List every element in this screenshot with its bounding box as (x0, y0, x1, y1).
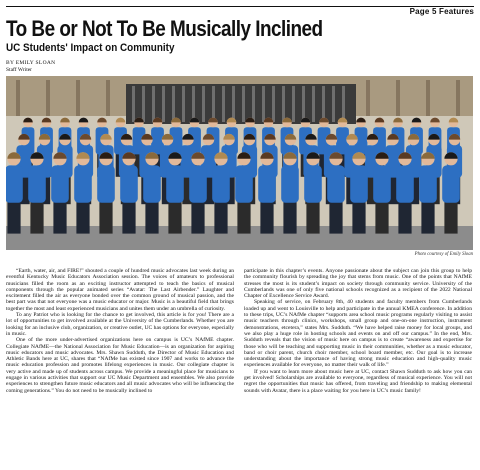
group-photo (6, 76, 473, 250)
photo-caption: Photo courtesy of Emily Sloan (414, 252, 473, 257)
group-photo-illustration (6, 76, 473, 250)
subheadline: UC Students' Impact on Community (6, 42, 175, 54)
byline: BY EMILY SLOAN (6, 60, 56, 66)
page-tag: Page 5 Features (409, 7, 474, 16)
article-paragraph: Speaking of service, on February 8th, 40 students and faculty members from Cumberlands loaded up and went to Louisville to help and participate in the annual KMEA conference. In addition to these trips, UC’s NAfMe chapter “supports area school music programs regularly visiting to assist music teachers through clinics, workshops, small group and one-on-one instruction, instrument demonstrations, etcetera,” states Mrs. Sudduth. “We have helped raise money for local groups, and we also play a huge role in hosting schools and events on and off our campus.” In the end, Mrs. Sudduth reveals that the vision of music here on campus is to create “awareness and expertise for those who will be teaching and supporting music in their communities, whether as a music educator, band or choir parent, church choir member, school board member, etc. Our goal is to increase understanding about the importance of having strong music education and high-quality music experiences available for everyone, no matter their walk of life.” (244, 299, 472, 369)
byline-role: Staff Writer (6, 66, 32, 73)
headline: To Be or Not To Be Musically Inclined (6, 16, 323, 41)
byline-block (6, 60, 55, 73)
article-column-right (244, 268, 472, 468)
article-paragraph: If you want to learn more about music here at UC, contact Shawn Sudduth to ask how you can get involved! Scholarships are available to everyone, regardless of musical experience. You will not regret the opportunities that music has offered, from traveling and friendship to making elemental sounds with Avatar, there is a place waiting for you here in UC’s music family! (244, 368, 472, 394)
article-paragraph: To any Patriot who is looking for the chance to get involved, this article is for you! There are a lot of opportunities to get involved available at the University of the Cumberlands. Whether you are looking for an inclusive club, organization, or creative outlet, UC has options for everyone, especially in music. (6, 312, 234, 337)
article-paragraph: “Earth, water, air, and FIRE!” shouted a couple of hundred music advocates last week during an eventful Kentucky Music Educators Association session. The voices of amateurs to professional musicians filled the room as an exciting instructor attempted to teach the basics of musical components through the popular animated series “Avatar: The Last Airbender.” Laughter and excitement filled the air as everyone bonded over the common ground of musical passion, and the best part was that not everyone was a music educator or major. Music is a beautiful field that brings together the most and least experienced musicians and unites them under an umbrella of curiosity. (6, 268, 234, 312)
article-paragraph: participate in this chapter’s events. Anyone passionate about the subject can join this group to help the community flourish by spreading the joy that stems from music. One of the points that NAfME stresses the most is its student’s impact on society through community service. University of the Cumberlands was one of only five national schools recognized as a recipient of the 2022 National Chapter of Excellence Service Award. (244, 268, 472, 300)
article-paragraph: One of the more under-advertised organizations here on campus is UC’s NAfME chapter. Collegiate NAfME—the National Association for Music Education—is an organization for aspiring music educators and music advocates. Mrs. Shawn Sudduth, the Director of Music Education and Athletic Bands here at UC, shares that “NAfMe has existed since 1907 and works to advance the music education profession and promotes lifelong experiences in music. Our collegiate chapter is very active and made up of students across campus. We provide a meaningful place for musicians to engage in various activities that support our UC Music Department and ensembles. We also provide experiences to strengthen future music educators and all music advocates who will be influencing the coming generations.” You do not need to be musically inclined to (6, 337, 234, 394)
article-column-left (6, 268, 234, 468)
